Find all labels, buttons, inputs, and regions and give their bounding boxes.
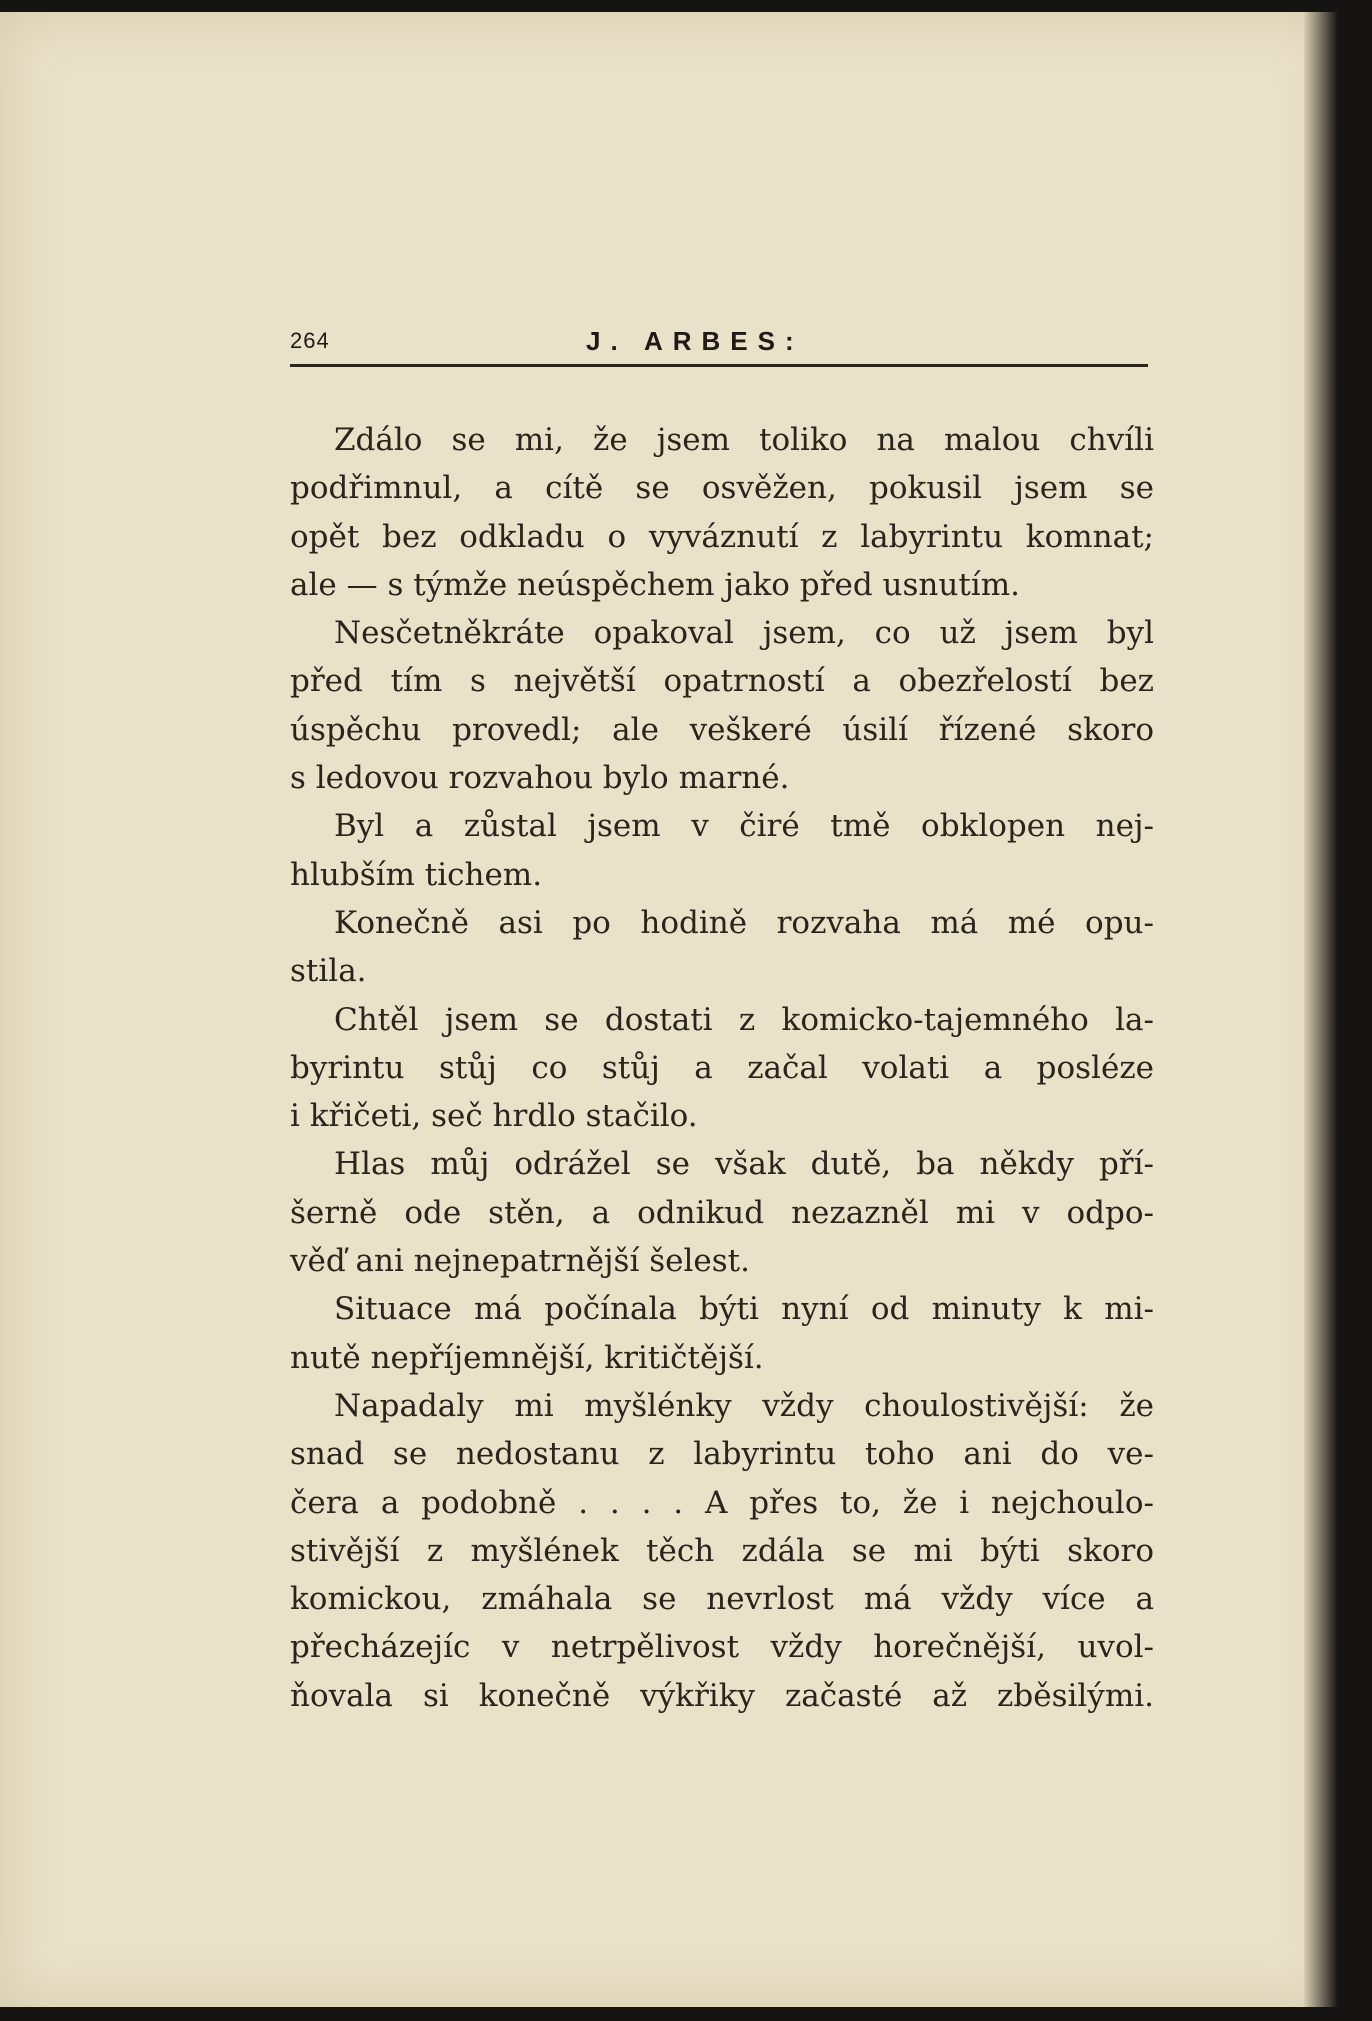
text-line: úspěchu provedl; ale veškeré úsilí řízené skoro	[290, 711, 1154, 748]
page-number: 264	[290, 328, 330, 353]
text-line: Zdálo se mi, že jsem toliko na malou chvíli	[334, 422, 1154, 458]
text-line: Situace má počínala býti nyní od minuty k mi-	[334, 1291, 1154, 1328]
text-line: Chtěl jsem se dostati z komicko-tajemného la-	[334, 1001, 1154, 1038]
page-edge	[1304, 12, 1338, 2007]
text-line: věď ani nejnepatrnější šelest.	[290, 1243, 750, 1280]
text-line: čera a podobně . . . . A přes to, že i nejchoulo-	[290, 1484, 1154, 1521]
text-line: Nesčetněkráte opakoval jsem, co už jsem byl	[334, 615, 1154, 652]
header-rule	[290, 364, 1148, 367]
running-head: J. ARBES:	[586, 326, 804, 356]
text-line: ňovala si konečně výkřiky začasté až zběsilými.	[290, 1677, 1154, 1714]
text-line: opět bez odkladu o vyváznutí z labyrintu komnat;	[290, 518, 1154, 555]
text-line: před tím s největší opatrností a obezřelostí bez	[290, 663, 1154, 700]
text-line: stila.	[290, 953, 367, 990]
body-text	[290, 416, 1154, 1720]
text-line: hlubším tichem.	[290, 856, 543, 893]
text-line: s ledovou rozvahou bylo marné.	[290, 760, 790, 797]
text-line: Byl a zůstal jsem v čiré tmě obklopen nej-	[334, 808, 1154, 845]
text-line: i křičeti, seč hrdlo stačilo.	[290, 1098, 698, 1135]
text-line: Napadaly mi myšlénky vždy choulostivější: že	[334, 1387, 1154, 1424]
text-line: podřimnul, a cítě se osvěžen, pokusil jsem se	[290, 470, 1154, 507]
text-line: byrintu stůj co stůj a začal volati a posléze	[290, 1049, 1154, 1086]
text-line: ale — s týmže neúspěchem jako před usnutím.	[290, 566, 1020, 603]
text-line: snad se nedostanu z labyrintu toho ani do ve-	[290, 1436, 1154, 1473]
text-line: přecházejíc v netrpělivost vždy horečnější, uvol-	[290, 1629, 1154, 1666]
text-line: komickou, zmáhala se nevrlost má vždy více a	[290, 1581, 1154, 1618]
text-line: Hlas můj odrážel se však dutě, ba někdy pří-	[334, 1146, 1154, 1183]
text-line: nutě nepříjemnější, kritičtější.	[290, 1339, 764, 1376]
text-line: stivější z myšlének těch zdála se mi býti skoro	[290, 1532, 1154, 1569]
text-line: šerně ode stěn, a odnikud nezazněl mi v odpo-	[290, 1194, 1154, 1231]
text-line: Konečně asi po hodině rozvaha má mé opu-	[334, 904, 1154, 941]
page-header	[290, 320, 1148, 370]
